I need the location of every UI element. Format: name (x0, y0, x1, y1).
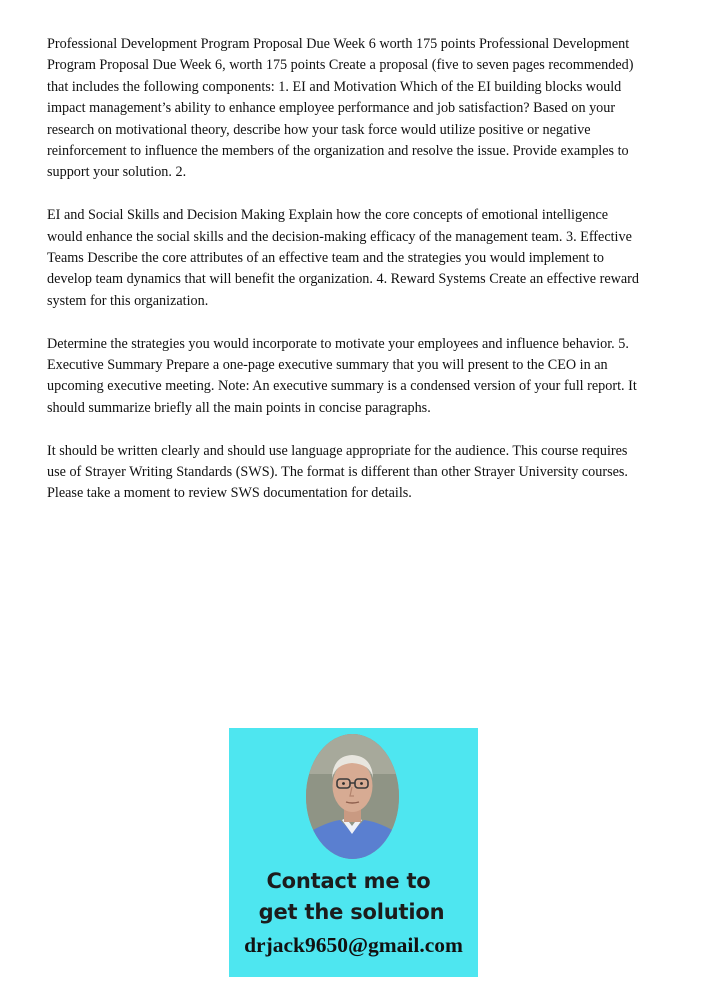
cta-line-1: Contact me to (266, 869, 431, 893)
contact-email[interactable]: drjack9650@gmail.com (244, 933, 463, 957)
cta-line-2: get the solution (258, 900, 445, 924)
document-body (47, 34, 647, 526)
paragraph-2: EI and Social Skills and Decision Making Explain how the core concepts of emotional intelligence would enhance the social skills and the decision-making efficacy of the management team. 3. Effective Teams Describe the core attributes of an effective team and the strategies you would implement to develop team dynamics that will benefit the organization. 4. Reward Systems Create an effective reward system for this organization. (47, 207, 639, 309)
author-portrait (306, 734, 399, 859)
paragraph-4: It should be written clearly and should use language appropriate for the audience. This course requires use of Strayer Writing Standards (SWS). The format is different than other Strayer University courses. Please take a moment to review SWS documentation for details. (47, 442, 628, 502)
paragraph-1: Professional Development Program Proposal Due Week 6 worth 175 points Professional Development Program Proposal Due Week 6, worth 175 points Create a proposal (five to seven pages recommended) that includes the following components: 1. EI and Motivation Which of the EI building blocks would impact management’s ability to enhance employee performance and job satisfaction? Based on your research on motivational theory, describe how your task force would utilize positive or negative reinforcement to influence the members of the organization and resolve the issue. Provide examples to support your solution. 2. (47, 36, 634, 181)
contact-promo-banner[interactable] (229, 728, 478, 977)
paragraph-3: Determine the strategies you would incorporate to motivate your employees and influence behavior. 5. Executive Summary Prepare a one-page executive summary that you will present to the CEO in an upcoming executive meeting. Note: An executive summary is a condensed version of your full report. It should summarize briefly all the main points in concise paragraphs. (47, 335, 637, 416)
